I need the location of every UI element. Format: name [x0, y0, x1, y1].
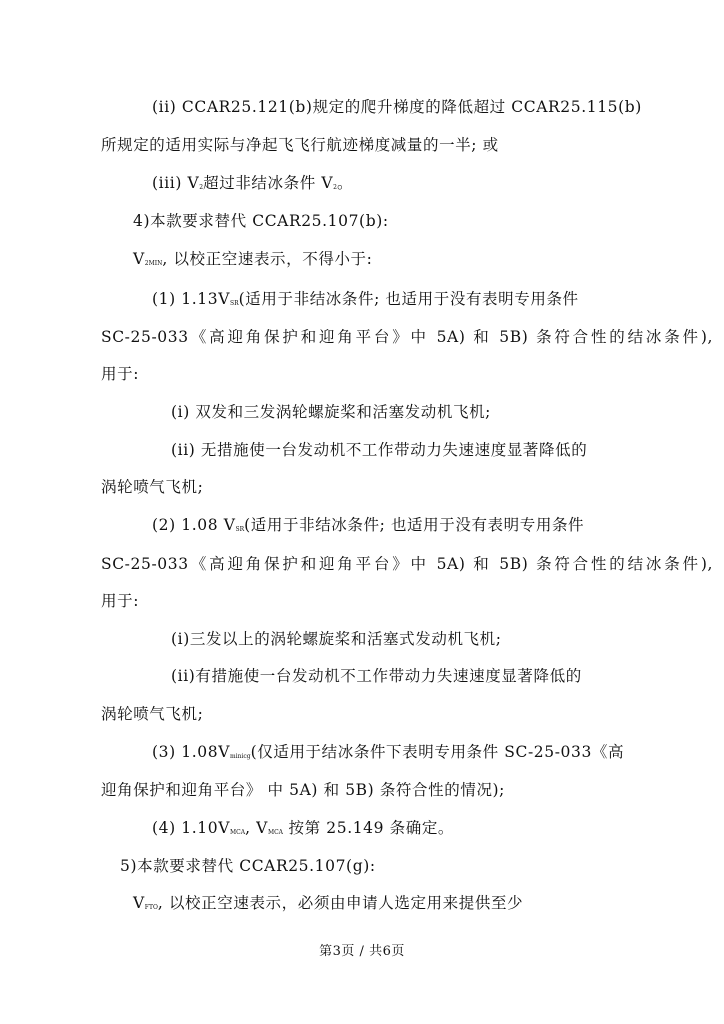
text-line-4: 4)本款要求替代 CCAR25.107(b):: [133, 212, 389, 230]
text-line-8: 用于:: [101, 365, 140, 383]
text-line-15: (i)三发以上的涡轮螺旋桨和活塞式发动机飞机;: [171, 630, 502, 648]
text-line-22: VFTO, 以校正空速表示，必须由申请人选定用来提供至少: [133, 894, 524, 912]
text-line-11: 涡轮喷气飞机;: [101, 478, 204, 496]
text-line-7: SC-25-033《高迎角保护和迎角平台》中 5A) 和 5B) 条符合性的结冰条件),: [101, 328, 713, 346]
text-line-19: 迎角保护和迎角平台》 中 5A) 和 5B) 条符合性的情况);: [101, 781, 506, 799]
text-line-9: (i) 双发和三发涡轮螺旋桨和活塞发动机飞机;: [171, 403, 492, 421]
text-line-10: (ii) 无措施使一台发动机不工作带动力失速速度显著降低的: [171, 441, 588, 459]
text-line-2: 所规定的适用实际与净起飞飞行航迹梯度减量的一半; 或: [101, 136, 499, 154]
text-line-21: 5)本款要求替代 CCAR25.107(g):: [120, 857, 376, 875]
text-line-1: (ii) CCAR25.121(b)规定的爬升梯度的降低超过 CCAR25.115(b): [152, 98, 642, 116]
text-line-18: (3) 1.08Vminicg(仅适用于结冰条件下表明专用条件 SC-25-033《高: [152, 743, 625, 761]
page-number-footer: 第3页 / 共6页: [319, 944, 405, 959]
text-line-13: SC-25-033《高迎角保护和迎角平台》中 5A) 和 5B) 条符合性的结冰条件),: [101, 555, 713, 573]
text-line-5: V2MIN, 以校正空速表示，不得小于:: [133, 250, 373, 268]
text-line-16: (ii)有措施使一台发动机不工作带动力失速速度显著降低的: [171, 667, 582, 685]
text-line-17: 涡轮喷气飞机;: [101, 705, 204, 723]
text-line-6: (1) 1.13VSR(适用于非结冰条件; 也适用于没有表明专用条件: [152, 290, 579, 308]
text-line-12: (2) 1.08 VSR(适用于非结冰条件; 也适用于没有表明专用条件: [152, 516, 585, 534]
text-line-20: (4) 1.10VMCA, VMCA 按第 25.149 条确定。: [152, 819, 455, 837]
text-line-3: (iii) V2超过非结冰条件 V2。: [152, 174, 354, 192]
text-line-14: 用于:: [101, 592, 140, 610]
